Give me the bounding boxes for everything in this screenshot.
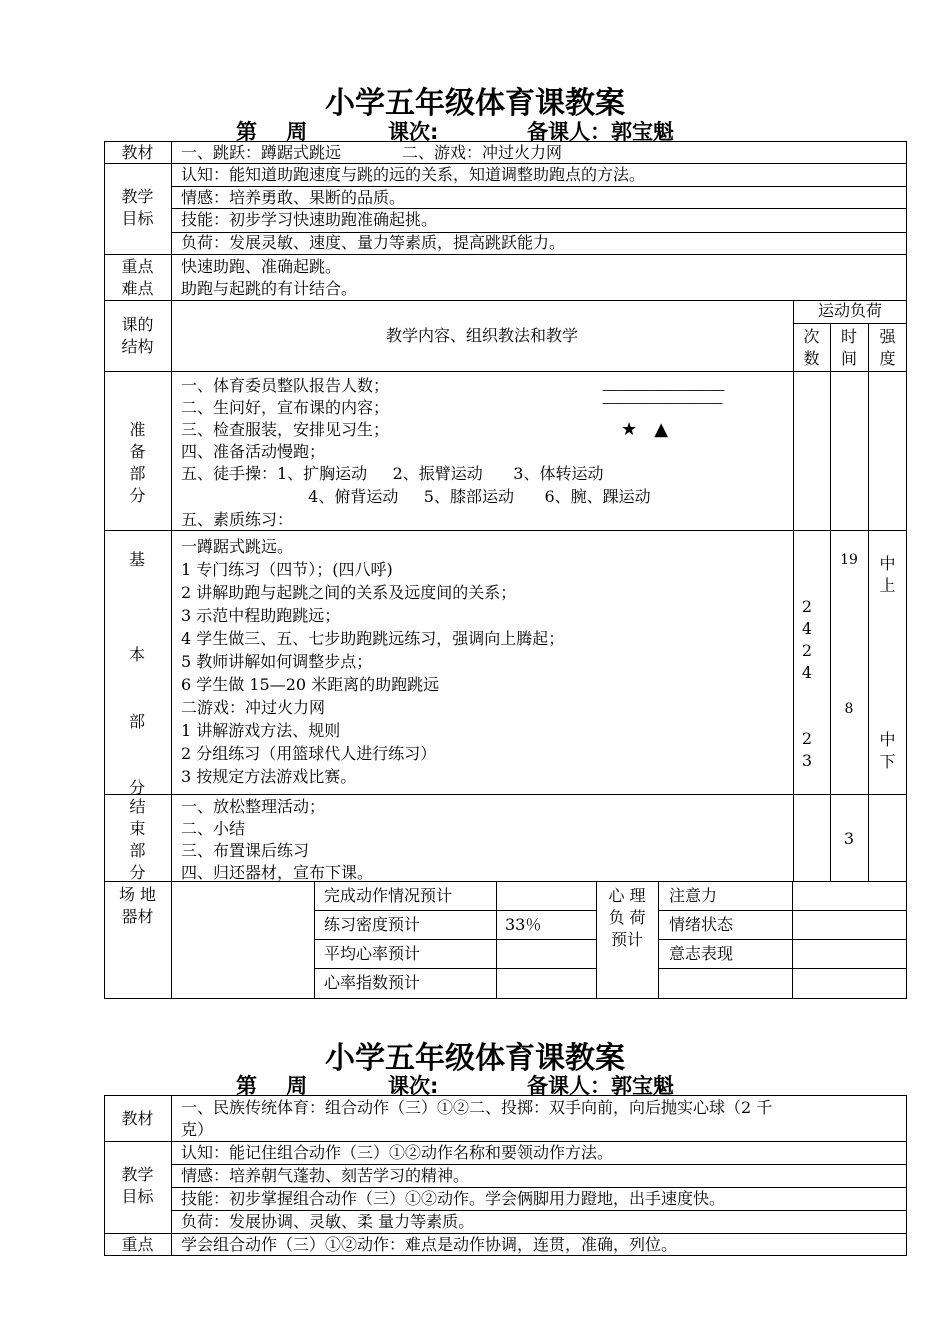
week-label: 第 周: [236, 120, 308, 144]
key-point: 快速助跑、准确起跳。: [181, 257, 342, 276]
materials-text-2-line2: 克）: [181, 1120, 214, 1139]
attention-label: 注意力: [669, 886, 718, 905]
goal-skill: 技能：初步学习快速助跑准确起挑。: [181, 210, 438, 229]
intensity-header: 强 度: [879, 327, 896, 368]
goals-label-2: 教学 目标: [121, 1165, 154, 1206]
completion-estimate-label: 完成动作情况预计: [324, 886, 453, 905]
materials-label: 教材: [121, 143, 154, 162]
key-points-text-2: 学会组合动作（三）①②动作：难点是动作协调，连贯，准确，列位。: [181, 1235, 678, 1254]
count-header: 次 数: [803, 327, 820, 368]
load-header: 运动负荷: [817, 301, 882, 320]
emotion-state-label: 情绪状态: [669, 915, 734, 934]
goal-skill-2: 技能：初步掌握组合动作（三）①②动作。学会俩脚用力蹬地，出手速度快。: [181, 1189, 726, 1208]
goal-emotion-2: 情感：培养朝气蓬勃、刻苦学习的精神。: [181, 1166, 470, 1185]
heart-rate-index-label: 心率指数预计: [324, 973, 421, 992]
structure-label: 课的 结构: [121, 315, 154, 356]
main-intensity-1: 中 上: [879, 554, 896, 595]
time-header: 时 间: [840, 327, 857, 368]
key-points-label-2: 重点: [121, 1235, 154, 1254]
main-time-2: 8: [844, 701, 854, 717]
density-estimate-label: 练习密度预计: [324, 915, 421, 934]
main-intensity-2: 中 下: [879, 730, 896, 771]
page-title-2: 小学五年级体育课教案: [325, 1041, 625, 1076]
formation-symbols: ★ ▲: [621, 419, 669, 440]
author-label: 备课人：郭宝魁: [527, 120, 674, 144]
density-estimate-value: 33％: [505, 915, 542, 934]
end-time: 3: [843, 829, 855, 848]
goal-load: 负荷：发展灵敏、速度、量力等素质，提高跳跃能力。: [181, 233, 566, 252]
materials-label-2: 教材: [121, 1109, 154, 1128]
willpower-label: 意志表现: [669, 944, 734, 963]
page-title: 小学五年级体育课教案: [325, 86, 625, 121]
author-label-2: 备课人：郭宝魁: [527, 1074, 674, 1098]
prep-section-label: 准 备 部 分: [129, 420, 146, 505]
materials-text: 一、跳跃：蹲踞式跳远 二、游戏：冲过火力网: [181, 143, 563, 162]
formation-line-top: ———————————: [602, 383, 723, 398]
goal-emotion: 情感：培养勇敢、果断的品质。: [181, 188, 406, 207]
lesson-label: 课次:: [388, 120, 439, 144]
heart-rate-estimate-label: 平均心率预计: [324, 944, 421, 963]
goals-label: 教学 目标: [121, 187, 154, 228]
main-counts: 2 4 2 4 2 3: [801, 597, 813, 770]
key-points-label: 重点 难点: [121, 257, 154, 298]
venue-label: 场 地 器材: [118, 885, 157, 926]
difficult-point: 助跑与起跳的有计结合。: [181, 279, 358, 298]
goal-load-2: 负荷：发展协调、灵敏、柔 量力等素质。: [181, 1212, 475, 1231]
lesson-label-2: 课次:: [388, 1074, 439, 1098]
materials-text-2-line1: 一、民族传统体育：组合动作（三）①②二、投掷：双手向前，向后抛实心球（2 千: [181, 1098, 773, 1117]
formation-line-bottom: ——————————: [602, 396, 722, 411]
psych-load-label: 心 理 负 荷 预计: [608, 886, 646, 949]
end-section-label: 结 束 部 分: [129, 797, 146, 882]
goal-cognition: 认知：能知道助跑速度与跳的远的关系，知道调整助跑点的方法。: [181, 165, 646, 184]
goal-cognition-2: 认知：能记住组合动作（三）①②动作名称和要领动作方法。: [181, 1143, 614, 1162]
week-label-2: 第 周: [236, 1074, 308, 1098]
content-header: 教学内容、组织教法和教学: [385, 326, 578, 345]
main-time-1: 19: [840, 552, 858, 568]
